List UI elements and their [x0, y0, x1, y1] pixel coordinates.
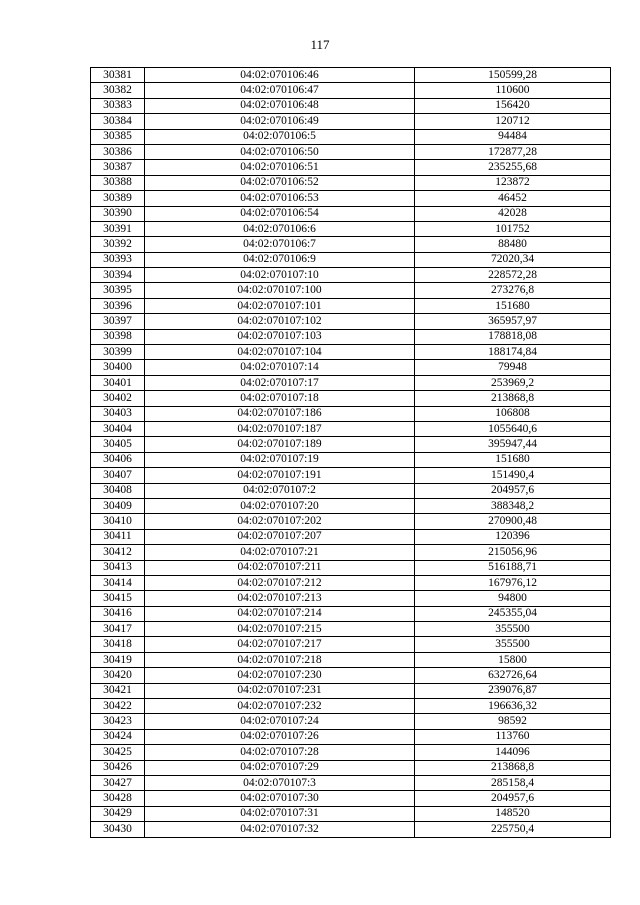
- table-row: [91, 498, 611, 513]
- value-cell: 151490,4: [415, 468, 611, 483]
- cadastral-number-cell: 04:02:070107:102: [145, 314, 415, 329]
- table-row: [91, 406, 611, 421]
- table-row: [91, 468, 611, 483]
- row-number-cell: 30399: [91, 345, 145, 360]
- value-cell: 150599,28: [415, 68, 611, 83]
- cadastral-number-cell: 04:02:070107:231: [145, 683, 415, 698]
- cadastral-number-cell: 04:02:070107:24: [145, 714, 415, 729]
- row-number-cell: 30388: [91, 175, 145, 190]
- table-row: [91, 252, 611, 267]
- value-cell: 94484: [415, 129, 611, 144]
- value-cell: 94800: [415, 591, 611, 606]
- row-number-cell: 30398: [91, 329, 145, 344]
- cadastral-number-cell: 04:02:070107:32: [145, 822, 415, 837]
- row-number-cell: 30423: [91, 714, 145, 729]
- value-cell: 204957,6: [415, 483, 611, 498]
- table-row: [91, 622, 611, 637]
- table-row: [91, 822, 611, 837]
- value-cell: 395947,44: [415, 437, 611, 452]
- cadastral-number-cell: 04:02:070107:202: [145, 514, 415, 529]
- page-number: 117: [310, 37, 330, 52]
- value-cell: 120396: [415, 529, 611, 544]
- row-number-cell: 30383: [91, 98, 145, 113]
- value-cell: 151680: [415, 298, 611, 313]
- cadastral-number-cell: 04:02:070107:104: [145, 345, 415, 360]
- cadastral-number-cell: 04:02:070107:217: [145, 637, 415, 652]
- value-cell: 120712: [415, 114, 611, 129]
- table-row: [91, 83, 611, 98]
- cadastral-number-cell: 04:02:070107:212: [145, 575, 415, 590]
- value-cell: 213868,8: [415, 760, 611, 775]
- table-row: [91, 652, 611, 667]
- value-cell: 273276,8: [415, 283, 611, 298]
- row-number-cell: 30422: [91, 699, 145, 714]
- cadastral-number-cell: 04:02:070107:10: [145, 268, 415, 283]
- table-row: [91, 729, 611, 744]
- row-number-cell: 30420: [91, 668, 145, 683]
- cadastral-number-cell: 04:02:070107:17: [145, 375, 415, 390]
- table-row: [91, 160, 611, 175]
- value-cell: 106808: [415, 406, 611, 421]
- row-number-cell: 30409: [91, 498, 145, 513]
- cadastral-number-cell: 04:02:070106:46: [145, 68, 415, 83]
- row-number-cell: 30396: [91, 298, 145, 313]
- table-row: [91, 591, 611, 606]
- cadastral-number-cell: 04:02:070106:6: [145, 221, 415, 236]
- cadastral-number-cell: 04:02:070106:5: [145, 129, 415, 144]
- row-number-cell: 30404: [91, 421, 145, 436]
- table-row: [91, 114, 611, 129]
- table-row: [91, 514, 611, 529]
- table-row: [91, 314, 611, 329]
- table-row: [91, 221, 611, 236]
- cadastral-number-cell: 04:02:070107:214: [145, 606, 415, 621]
- cadastral-number-cell: 04:02:070106:48: [145, 98, 415, 113]
- row-number-cell: 30411: [91, 529, 145, 544]
- table-row: [91, 791, 611, 806]
- value-cell: 113760: [415, 729, 611, 744]
- row-number-cell: 30418: [91, 637, 145, 652]
- table-row: [91, 560, 611, 575]
- cadastral-number-cell: 04:02:070106:9: [145, 252, 415, 267]
- table-row: [91, 391, 611, 406]
- row-number-cell: 30427: [91, 775, 145, 790]
- value-cell: 46452: [415, 191, 611, 206]
- table-row: [91, 98, 611, 113]
- table-row: [91, 68, 611, 83]
- table-row: [91, 129, 611, 144]
- cadastral-number-cell: 04:02:070107:103: [145, 329, 415, 344]
- cadastral-number-cell: 04:02:070107:207: [145, 529, 415, 544]
- value-cell: 215056,96: [415, 545, 611, 560]
- table-row: [91, 345, 611, 360]
- row-number-cell: 30395: [91, 283, 145, 298]
- row-number-cell: 30425: [91, 745, 145, 760]
- value-cell: 516188,71: [415, 560, 611, 575]
- cadastral-number-cell: 04:02:070107:19: [145, 452, 415, 467]
- row-number-cell: 30401: [91, 375, 145, 390]
- table-row: [91, 329, 611, 344]
- cadastral-number-cell: 04:02:070107:232: [145, 699, 415, 714]
- table-row: [91, 452, 611, 467]
- table-row: [91, 606, 611, 621]
- cadastral-number-cell: 04:02:070107:186: [145, 406, 415, 421]
- row-number-cell: 30384: [91, 114, 145, 129]
- value-cell: 196636,32: [415, 699, 611, 714]
- row-number-cell: 30424: [91, 729, 145, 744]
- cadastral-number-cell: 04:02:070107:187: [145, 421, 415, 436]
- cadastral-number-cell: 04:02:070106:52: [145, 175, 415, 190]
- row-number-cell: 30397: [91, 314, 145, 329]
- table-row: [91, 683, 611, 698]
- table-row: [91, 775, 611, 790]
- table-row: [91, 206, 611, 221]
- row-number-cell: 30387: [91, 160, 145, 175]
- row-number-cell: 30416: [91, 606, 145, 621]
- table-row: [91, 421, 611, 436]
- cadastral-number-cell: 04:02:070107:218: [145, 652, 415, 667]
- value-cell: 204957,6: [415, 791, 611, 806]
- cadastral-number-cell: 04:02:070107:31: [145, 806, 415, 821]
- value-cell: 156420: [415, 98, 611, 113]
- value-cell: 239076,87: [415, 683, 611, 698]
- cadastral-number-cell: 04:02:070107:28: [145, 745, 415, 760]
- cadastral-number-cell: 04:02:070106:47: [145, 83, 415, 98]
- value-cell: 88480: [415, 237, 611, 252]
- value-cell: 235255,68: [415, 160, 611, 175]
- row-number-cell: 30407: [91, 468, 145, 483]
- value-cell: 245355,04: [415, 606, 611, 621]
- value-cell: 167976,12: [415, 575, 611, 590]
- cadastral-number-cell: 04:02:070107:101: [145, 298, 415, 313]
- table-row: [91, 360, 611, 375]
- row-number-cell: 30415: [91, 591, 145, 606]
- value-cell: 253969,2: [415, 375, 611, 390]
- row-number-cell: 30417: [91, 622, 145, 637]
- table-row: [91, 483, 611, 498]
- row-number-cell: 30403: [91, 406, 145, 421]
- value-cell: 110600: [415, 83, 611, 98]
- table-row: [91, 268, 611, 283]
- table-row: [91, 144, 611, 159]
- cadastral-number-cell: 04:02:070107:191: [145, 468, 415, 483]
- table-row: [91, 714, 611, 729]
- value-cell: 355500: [415, 637, 611, 652]
- cadastral-number-cell: 04:02:070107:3: [145, 775, 415, 790]
- table-row: [91, 699, 611, 714]
- row-number-cell: 30410: [91, 514, 145, 529]
- row-number-cell: 30382: [91, 83, 145, 98]
- cadastral-number-cell: 04:02:070107:100: [145, 283, 415, 298]
- table-row: [91, 668, 611, 683]
- cadastral-number-cell: 04:02:070107:18: [145, 391, 415, 406]
- cadastral-number-cell: 04:02:070107:213: [145, 591, 415, 606]
- cadastral-number-cell: 04:02:070107:211: [145, 560, 415, 575]
- table-row: [91, 637, 611, 652]
- cadastral-number-cell: 04:02:070107:230: [145, 668, 415, 683]
- value-cell: 270900,48: [415, 514, 611, 529]
- cadastral-number-cell: 04:02:070106:51: [145, 160, 415, 175]
- cadastral-number-cell: 04:02:070107:2: [145, 483, 415, 498]
- table-row: [91, 375, 611, 390]
- row-number-cell: 30426: [91, 760, 145, 775]
- value-cell: 1055640,6: [415, 421, 611, 436]
- row-number-cell: 30419: [91, 652, 145, 667]
- row-number-cell: 30412: [91, 545, 145, 560]
- row-number-cell: 30394: [91, 268, 145, 283]
- row-number-cell: 30408: [91, 483, 145, 498]
- cadastral-number-cell: 04:02:070106:50: [145, 144, 415, 159]
- table-row: [91, 237, 611, 252]
- value-cell: 144096: [415, 745, 611, 760]
- cadastral-number-cell: 04:02:070107:189: [145, 437, 415, 452]
- row-number-cell: 30413: [91, 560, 145, 575]
- row-number-cell: 30392: [91, 237, 145, 252]
- value-cell: 188174,84: [415, 345, 611, 360]
- row-number-cell: 30414: [91, 575, 145, 590]
- table-row: [91, 806, 611, 821]
- value-cell: 365957,97: [415, 314, 611, 329]
- row-number-cell: 30430: [91, 822, 145, 837]
- value-cell: 213868,8: [415, 391, 611, 406]
- row-number-cell: 30390: [91, 206, 145, 221]
- value-cell: 178818,08: [415, 329, 611, 344]
- row-number-cell: 30381: [91, 68, 145, 83]
- cadastral-number-cell: 04:02:070107:21: [145, 545, 415, 560]
- row-number-cell: 30402: [91, 391, 145, 406]
- table-row: [91, 437, 611, 452]
- row-number-cell: 30400: [91, 360, 145, 375]
- cadastral-number-cell: 04:02:070107:29: [145, 760, 415, 775]
- cadastral-number-cell: 04:02:070106:54: [145, 206, 415, 221]
- table-row: [91, 745, 611, 760]
- cadastral-number-cell: 04:02:070107:26: [145, 729, 415, 744]
- cadastral-number-cell: 04:02:070107:30: [145, 791, 415, 806]
- value-cell: 355500: [415, 622, 611, 637]
- cadastral-number-cell: 04:02:070107:20: [145, 498, 415, 513]
- table-row: [91, 760, 611, 775]
- cadastral-number-cell: 04:02:070107:14: [145, 360, 415, 375]
- row-number-cell: 30429: [91, 806, 145, 821]
- cadastral-number-cell: 04:02:070106:7: [145, 237, 415, 252]
- row-number-cell: 30386: [91, 144, 145, 159]
- value-cell: 15800: [415, 652, 611, 667]
- value-cell: 388348,2: [415, 498, 611, 513]
- value-cell: 98592: [415, 714, 611, 729]
- value-cell: 151680: [415, 452, 611, 467]
- cadastral-number-cell: 04:02:070106:49: [145, 114, 415, 129]
- cadastral-number-cell: 04:02:070106:53: [145, 191, 415, 206]
- value-cell: 225750,4: [415, 822, 611, 837]
- value-cell: 148520: [415, 806, 611, 821]
- table-row: [91, 283, 611, 298]
- value-cell: 72020,34: [415, 252, 611, 267]
- value-cell: 228572,28: [415, 268, 611, 283]
- row-number-cell: 30421: [91, 683, 145, 698]
- table-row: [91, 191, 611, 206]
- value-cell: 632726,64: [415, 668, 611, 683]
- row-number-cell: 30385: [91, 129, 145, 144]
- value-cell: 285158,4: [415, 775, 611, 790]
- value-cell: 172877,28: [415, 144, 611, 159]
- table-row: [91, 175, 611, 190]
- value-cell: 42028: [415, 206, 611, 221]
- table-row: [91, 575, 611, 590]
- table-body: [91, 68, 611, 838]
- row-number-cell: 30428: [91, 791, 145, 806]
- value-cell: 101752: [415, 221, 611, 236]
- row-number-cell: 30393: [91, 252, 145, 267]
- table-row: [91, 545, 611, 560]
- row-number-cell: 30391: [91, 221, 145, 236]
- data-table: [90, 67, 611, 838]
- row-number-cell: 30406: [91, 452, 145, 467]
- value-cell: 79948: [415, 360, 611, 375]
- table-row: [91, 529, 611, 544]
- cadastral-number-cell: 04:02:070107:215: [145, 622, 415, 637]
- value-cell: 123872: [415, 175, 611, 190]
- row-number-cell: 30389: [91, 191, 145, 206]
- row-number-cell: 30405: [91, 437, 145, 452]
- table-row: [91, 298, 611, 313]
